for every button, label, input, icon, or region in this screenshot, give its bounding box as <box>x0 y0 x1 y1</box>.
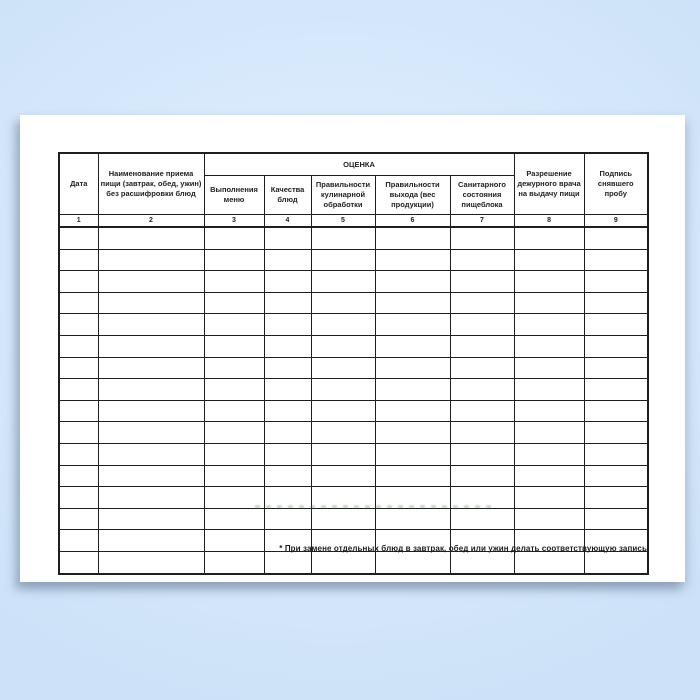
empty-cell <box>59 443 98 465</box>
col-header-output: Правильности выхода (вес продукции) <box>375 176 450 215</box>
col-group-header-otsenka: ОЦЕНКА <box>204 153 514 176</box>
col-header-meal: Наименование приема пищи (завтрак, обед, ужин) без расшифровки блюд <box>98 153 204 215</box>
empty-cell <box>450 443 514 465</box>
table-row <box>59 508 648 530</box>
empty-cell <box>584 443 648 465</box>
table-body-empty-rows <box>59 227 648 574</box>
empty-cell <box>59 422 98 444</box>
empty-cell <box>584 271 648 293</box>
col-header-date: Дата <box>59 153 98 215</box>
empty-cell <box>584 335 648 357</box>
col-header-cooking: Правильности кулинарной обработки <box>311 176 375 215</box>
watermark <box>255 505 497 509</box>
empty-cell <box>204 400 264 422</box>
empty-cell <box>375 292 450 314</box>
column-number: 9 <box>584 215 648 228</box>
empty-cell <box>514 227 584 249</box>
empty-cell <box>98 422 204 444</box>
empty-cell <box>375 314 450 336</box>
empty-cell <box>450 335 514 357</box>
empty-cell <box>514 551 584 573</box>
empty-cell <box>59 249 98 271</box>
empty-cell <box>59 227 98 249</box>
footnote: * При замене отдельных блюд в завтрак, обед или ужин делать соответствующую запись <box>279 544 647 553</box>
empty-cell <box>450 357 514 379</box>
empty-cell <box>204 292 264 314</box>
table-header <box>59 153 648 227</box>
empty-cell <box>59 465 98 487</box>
empty-cell <box>311 271 375 293</box>
table-row <box>59 400 648 422</box>
empty-cell <box>59 271 98 293</box>
column-number-row <box>59 215 648 228</box>
empty-cell <box>98 551 204 573</box>
empty-cell <box>514 465 584 487</box>
empty-cell <box>450 314 514 336</box>
table-row <box>59 443 648 465</box>
empty-cell <box>98 249 204 271</box>
empty-cell <box>514 357 584 379</box>
empty-cell <box>204 249 264 271</box>
empty-cell <box>514 335 584 357</box>
empty-cell <box>98 508 204 530</box>
empty-cell <box>264 292 311 314</box>
empty-cell <box>584 379 648 401</box>
empty-cell <box>204 271 264 293</box>
empty-cell <box>514 314 584 336</box>
empty-cell <box>584 249 648 271</box>
empty-cell <box>375 551 450 573</box>
empty-cell <box>375 465 450 487</box>
empty-cell <box>514 249 584 271</box>
empty-cell <box>98 487 204 509</box>
empty-cell <box>98 379 204 401</box>
table-row <box>59 335 648 357</box>
empty-cell <box>450 465 514 487</box>
empty-cell <box>375 443 450 465</box>
empty-cell <box>264 400 311 422</box>
empty-cell <box>375 227 450 249</box>
col-header-permission: Разрешение дежурного врача на выдачу пищи <box>514 153 584 215</box>
empty-cell <box>311 379 375 401</box>
empty-cell <box>59 508 98 530</box>
empty-cell <box>514 508 584 530</box>
empty-cell <box>59 335 98 357</box>
empty-cell <box>450 271 514 293</box>
column-number: 3 <box>204 215 264 228</box>
empty-cell <box>264 227 311 249</box>
empty-cell <box>264 314 311 336</box>
column-number: 6 <box>375 215 450 228</box>
column-number: 4 <box>264 215 311 228</box>
empty-cell <box>514 292 584 314</box>
empty-cell <box>264 379 311 401</box>
table-row <box>59 227 648 249</box>
empty-cell <box>204 335 264 357</box>
empty-cell <box>98 400 204 422</box>
empty-cell <box>311 249 375 271</box>
empty-cell <box>264 357 311 379</box>
empty-cell <box>450 508 514 530</box>
empty-cell <box>98 357 204 379</box>
empty-cell <box>264 508 311 530</box>
empty-cell <box>264 551 311 573</box>
table-row <box>59 465 648 487</box>
col-header-signature: Подпись снявшего пробу <box>584 153 648 215</box>
empty-cell <box>59 400 98 422</box>
empty-cell <box>204 227 264 249</box>
empty-cell <box>375 335 450 357</box>
empty-cell <box>311 227 375 249</box>
paper-sheet <box>20 115 685 582</box>
empty-cell <box>264 422 311 444</box>
empty-cell <box>59 551 98 573</box>
column-number: 7 <box>450 215 514 228</box>
empty-cell <box>450 400 514 422</box>
empty-cell <box>375 271 450 293</box>
empty-cell <box>514 271 584 293</box>
empty-cell <box>98 314 204 336</box>
column-number: 1 <box>59 215 98 228</box>
empty-cell <box>264 249 311 271</box>
empty-cell <box>98 443 204 465</box>
food-quality-journal-table <box>58 152 649 575</box>
empty-cell <box>375 379 450 401</box>
empty-cell <box>98 465 204 487</box>
empty-cell <box>204 379 264 401</box>
empty-cell <box>311 465 375 487</box>
empty-cell <box>311 400 375 422</box>
empty-cell <box>59 379 98 401</box>
empty-cell <box>375 422 450 444</box>
empty-cell <box>59 357 98 379</box>
table-row <box>59 379 648 401</box>
empty-cell <box>584 487 648 509</box>
empty-cell <box>264 443 311 465</box>
empty-cell <box>204 357 264 379</box>
empty-cell <box>514 487 584 509</box>
empty-cell <box>98 335 204 357</box>
empty-cell <box>514 379 584 401</box>
empty-cell <box>98 271 204 293</box>
empty-cell <box>204 422 264 444</box>
empty-cell <box>514 422 584 444</box>
empty-cell <box>450 551 514 573</box>
table-row <box>59 551 648 573</box>
empty-cell <box>311 443 375 465</box>
empty-cell <box>311 335 375 357</box>
empty-cell <box>375 357 450 379</box>
table-row <box>59 271 648 293</box>
empty-cell <box>98 292 204 314</box>
empty-cell <box>584 227 648 249</box>
empty-cell <box>59 292 98 314</box>
empty-cell <box>514 443 584 465</box>
table-row <box>59 314 648 336</box>
col-header-sanitary: Санитарного состояния пищеблока <box>450 176 514 215</box>
empty-cell <box>59 487 98 509</box>
empty-cell <box>264 271 311 293</box>
empty-cell <box>450 379 514 401</box>
empty-cell <box>450 227 514 249</box>
empty-cell <box>204 465 264 487</box>
col-header-quality: Качества блюд <box>264 176 311 215</box>
empty-cell <box>584 465 648 487</box>
empty-cell <box>514 400 584 422</box>
empty-cell <box>375 249 450 271</box>
table-row <box>59 249 648 271</box>
table-row <box>59 292 648 314</box>
empty-cell <box>264 465 311 487</box>
empty-cell <box>311 422 375 444</box>
empty-cell <box>584 400 648 422</box>
empty-cell <box>450 292 514 314</box>
empty-cell <box>584 357 648 379</box>
empty-cell <box>311 508 375 530</box>
col-header-menu: Выполнения меню <box>204 176 264 215</box>
empty-cell <box>98 227 204 249</box>
column-number: 5 <box>311 215 375 228</box>
empty-cell <box>375 400 450 422</box>
table-row <box>59 357 648 379</box>
empty-cell <box>311 292 375 314</box>
empty-cell <box>311 551 375 573</box>
empty-cell <box>584 508 648 530</box>
empty-cell <box>584 292 648 314</box>
empty-cell <box>584 422 648 444</box>
empty-cell <box>450 422 514 444</box>
empty-cell <box>204 443 264 465</box>
table-row <box>59 422 648 444</box>
column-number: 8 <box>514 215 584 228</box>
empty-cell <box>584 314 648 336</box>
empty-cell <box>311 357 375 379</box>
empty-cell <box>264 335 311 357</box>
empty-cell <box>375 508 450 530</box>
empty-cell <box>204 314 264 336</box>
empty-cell <box>584 551 648 573</box>
empty-cell <box>204 551 264 573</box>
empty-cell <box>450 249 514 271</box>
column-number: 2 <box>98 215 204 228</box>
empty-cell <box>204 508 264 530</box>
empty-cell <box>311 314 375 336</box>
empty-cell <box>59 314 98 336</box>
